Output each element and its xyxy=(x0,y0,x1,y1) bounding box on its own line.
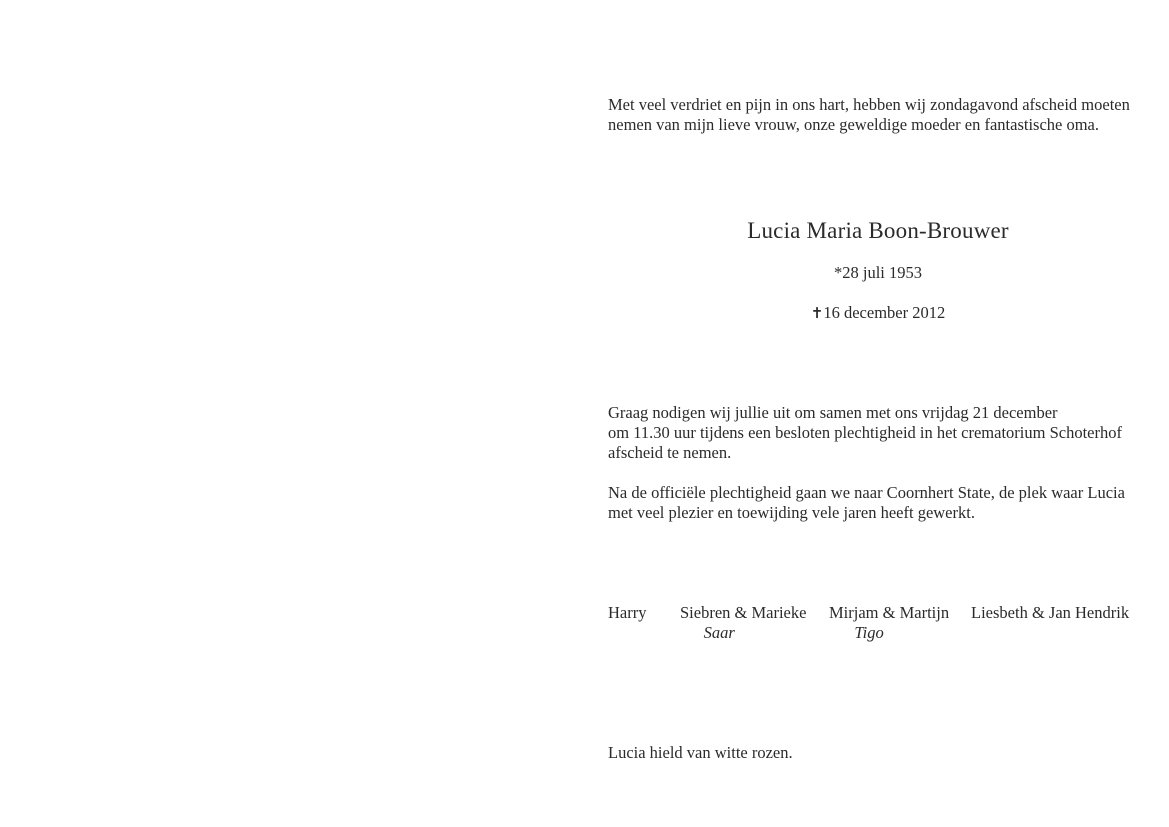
reception-line: Na de officiële plechtigheid gaan we naar Coornhert State, de plek waar Lucia xyxy=(608,483,1125,502)
closing-note: Lucia hield van witte rozen. xyxy=(608,743,793,762)
reception-paragraph xyxy=(608,483,1148,523)
signer-harry xyxy=(608,603,646,623)
signer-mirjam-martijn xyxy=(829,603,949,643)
signer-name: Harry xyxy=(608,603,647,622)
signer-name: Liesbeth & Jan Hendrik xyxy=(971,603,1130,622)
death-date-line xyxy=(608,303,1148,323)
invitation-paragraph xyxy=(608,403,1148,463)
intro-line: Met veel verdriet en pijn in ons hart, hebben wij zondagavond afscheid moeten xyxy=(608,95,1130,114)
signer-liesbeth-jan-hendrik xyxy=(971,603,1129,623)
signer-name: Mirjam & Martijn xyxy=(829,603,950,622)
blank-left-page xyxy=(0,0,584,827)
invitation-line: afscheid te nemen. xyxy=(608,443,732,462)
death-date: 16 december 2012 xyxy=(823,303,946,322)
intro-paragraph xyxy=(608,95,1148,135)
birth-date: *28 juli 1953 xyxy=(833,263,922,282)
grandchild-name: Tigo xyxy=(854,623,884,642)
signer-name: Siebren & Marieke xyxy=(680,603,807,622)
notice-page xyxy=(608,0,1148,827)
grandchild-name: Saar xyxy=(703,623,735,642)
signer-siebren-marieke xyxy=(680,603,806,643)
invitation-line: om 11.30 uur tijdens een besloten plechtigheid in het crematorium Schoterhof xyxy=(608,423,1122,442)
deceased-name: Lucia Maria Boon-Brouwer xyxy=(747,218,1009,243)
invitation-line: Graag nodigen wij jullie uit om samen met ons vrijdag 21 december xyxy=(608,403,1058,422)
reception-line: met veel plezier en toewijding vele jaren heeft gewerkt. xyxy=(608,503,975,522)
intro-line: nemen van mijn lieve vrouw, onze geweldige moeder en fantastische oma. xyxy=(608,115,1100,134)
cross-icon: ✝ xyxy=(810,304,824,322)
